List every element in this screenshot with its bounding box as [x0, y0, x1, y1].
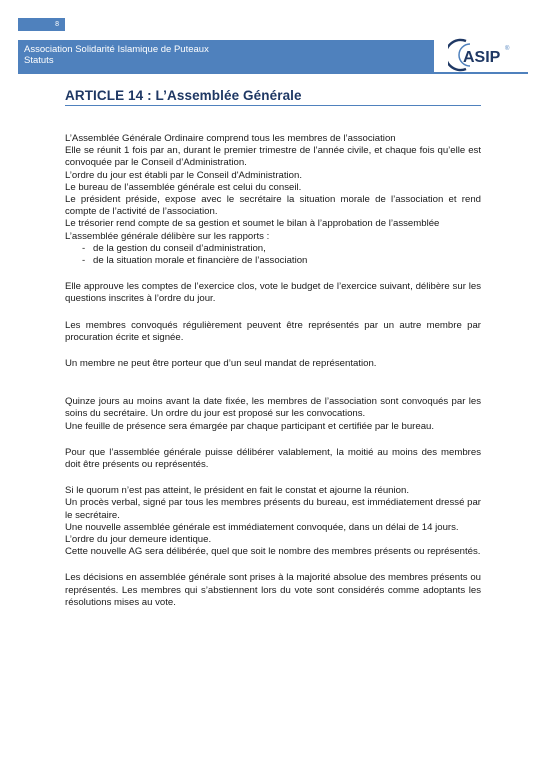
- text-line: Une feuille de présence sera émargée par chaque participant et certifiée par le bureau.: [65, 420, 435, 432]
- text-line: Le président préside, expose avec le secrétaire la situation morale de l’association et rend compte de l’activité de l’association.: [65, 194, 481, 218]
- header-band: [18, 40, 434, 72]
- para-mandate: Un membre ne peut être porteur que d’un seul mandat de représentation.: [65, 358, 377, 370]
- para-proxy: Les membres convoqués régulièrement peuvent être représentés par un autre membre par procuration écrite et signée.: [65, 319, 481, 343]
- text-line: L’ordre du jour est établi par le Conseil d'Administration.: [65, 169, 303, 181]
- text-line: Le bureau de l’assemblée générale est celui du conseil.: [65, 181, 302, 193]
- text-line: L’assemblée générale délibère sur les rapports :: [65, 230, 270, 242]
- report-list: [65, 243, 481, 267]
- para-decisions: Les décisions en assemblée générale sont prises à la majorité absolue des membres présents ou représentés. Les membres qui s’abstiennent lors du vote sont considérés comme adoptants les résolutions mises au vote.: [65, 572, 481, 608]
- list-item: - de la gestion du conseil d’administration,: [82, 242, 266, 254]
- para-quorum: Pour que l’assemblée générale puisse délibérer valablement, la moitié au moins des membres doit être présents ou représentés.: [65, 446, 481, 471]
- asip-logo: [448, 38, 518, 72]
- list-item: - de la situation morale et financière de l’association: [82, 255, 308, 267]
- block-convocation: [65, 396, 481, 433]
- text-line: Le trésorier rend compte de sa gestion et soumet le bilan à l’approbation de l’assemblée: [65, 218, 440, 230]
- text-line: L’ordre du jour demeure identique.: [65, 534, 212, 546]
- doc-type: Statuts: [24, 55, 54, 66]
- header-rule: [18, 72, 528, 74]
- logo-mark: ®: [505, 46, 510, 52]
- title-rule: [65, 105, 481, 106]
- article-title: ARTICLE 14 : L’Assemblée Générale: [65, 88, 302, 103]
- text-line: L’Assemblée Générale Ordinaire comprend tous les membres de l’association: [65, 133, 396, 144]
- block-no-quorum: [65, 485, 481, 558]
- article-body: [65, 133, 481, 609]
- text-line: Un procès verbal, signé par tous les membres présents du bureau, est immédiatement dressé par le secrétaire.: [65, 497, 481, 521]
- org-name: Association Solidarité Islamique de Puteaux: [24, 44, 209, 55]
- page-number: 8: [18, 18, 65, 31]
- logo-text: ASIP: [463, 49, 501, 66]
- text-line: Une nouvelle assemblée générale est immédiatement convoquée, dans un délai de 14 jours.: [65, 521, 459, 533]
- text-line: Si le quorum n’est pas atteint, le président en fait le constat et ajourne la réunion.: [65, 485, 409, 497]
- block-general: [65, 133, 481, 267]
- para-approve: Elle approuve les comptes de l’exercice clos, vote le budget de l’exercice suivant, délibère sur les questions inscrites à l’ordre du jour.: [65, 281, 481, 305]
- text-line: Elle se réunit 1 fois par an, durant le premier trimestre de l’année civile, et chaque fois qu’elle est convoquée par le Conseil d’Administration.: [65, 145, 481, 169]
- text-line: Quinze jours au moins avant la date fixée, les membres de l’association sont convoqués par les soins du secrétaire. Un ordre du jour est proposé sur les convocations.: [65, 396, 481, 420]
- text-line: Cette nouvelle AG sera délibérée, quel que soit le nombre des membres présents ou représentés.: [65, 546, 481, 558]
